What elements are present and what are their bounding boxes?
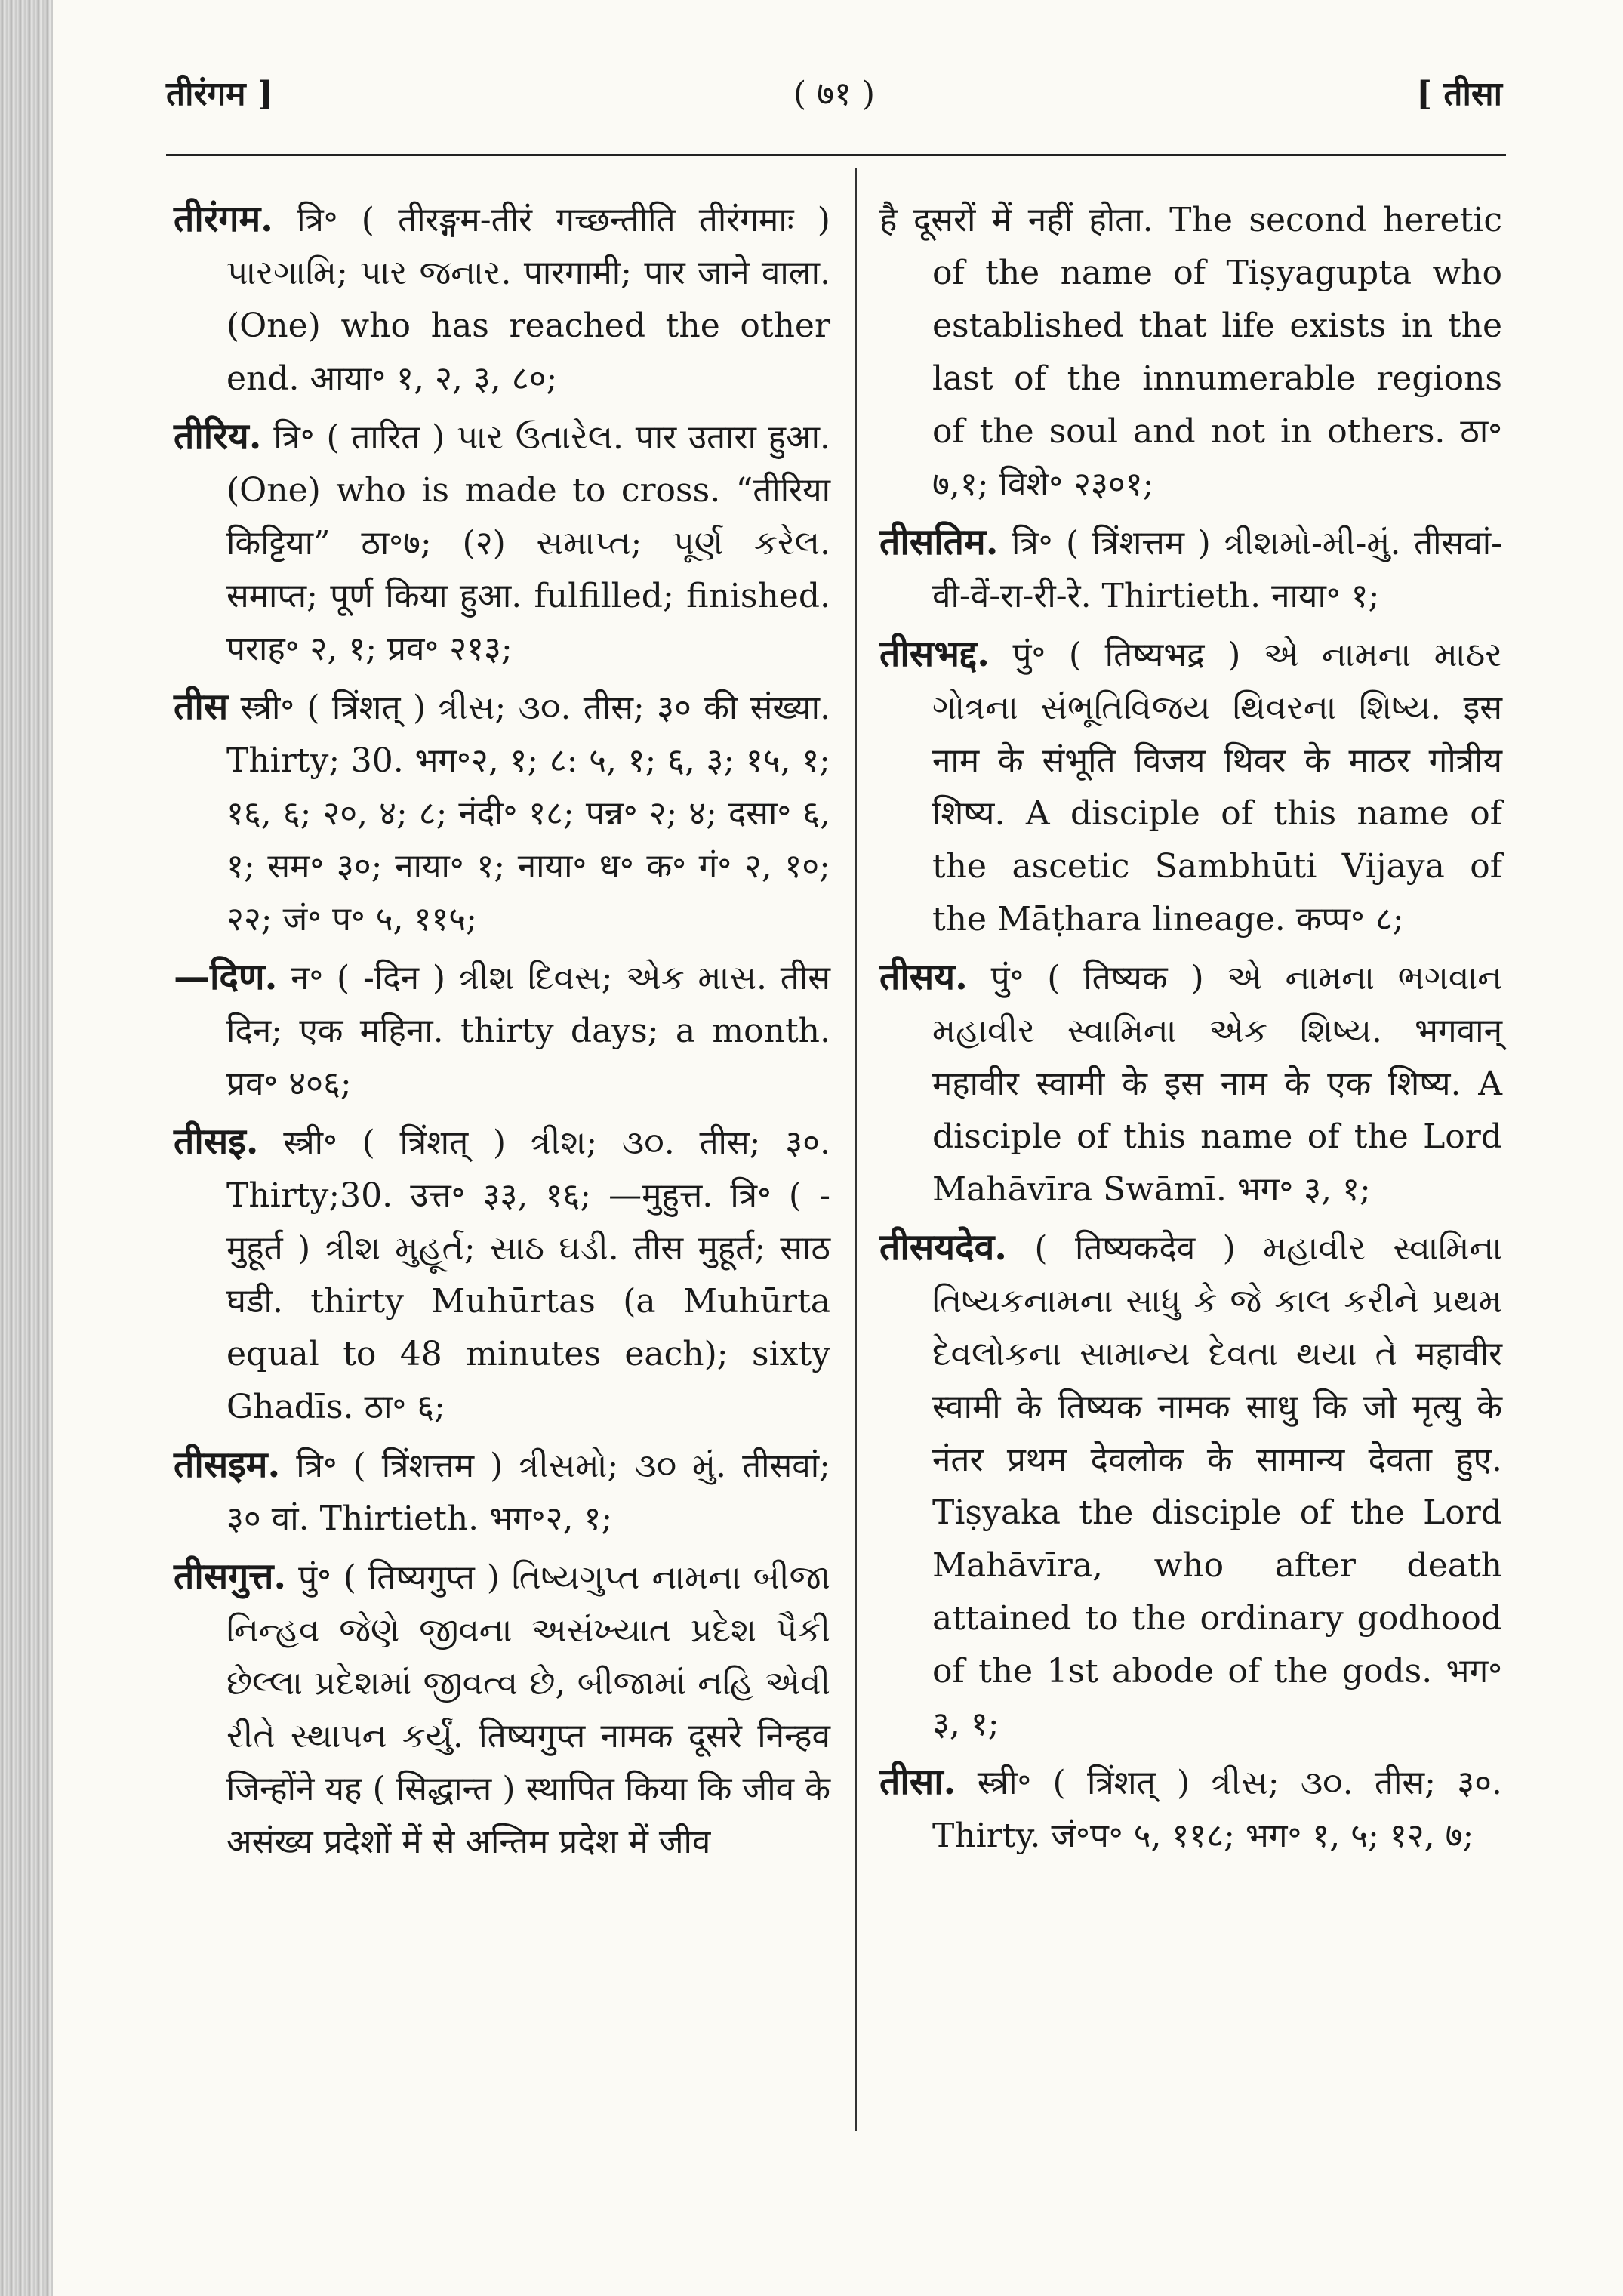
page-header — [166, 69, 1502, 122]
header-rule — [166, 154, 1506, 156]
entry-body: पुं॰ ( तिष्यगुप्त ) તિષ્યગુપ્ત નામના બીજા નિન્હવ જેણે જીવના અસંખ્યાત પ્રદેશ પૈકી છેલ્લા પ્રદેશમાં જીવત્વ છે, બીજામાં નહિ એવી રીતે સ્થાપન કર્યું. तिष्यगुप्त नामक दूसरे निन्हव जिन्होंने यह ( सिद्धान्त ) स्थापित किया कि जीव के असंख्य प्रदेशों में से अन्तिम प्रदेश में जीव — [226, 1558, 830, 1861]
entry-body: त्रि॰ ( तीरङ्गम-तीरं गच्छन्तीति तीरंगमाः ) પારગામિ; પાર જનાર. पारगामी; पार जाने वाला. (One) who has reached the other end. आया॰ १, २, ३, ८०; — [226, 201, 830, 398]
dictionary-entry-continued — [879, 193, 1502, 511]
dictionary-entry — [174, 951, 830, 1111]
dictionary-entry — [174, 193, 830, 405]
entry-headword: तीस — [174, 686, 229, 728]
entry-headword: तीरंगम. — [174, 198, 273, 240]
dictionary-entry — [879, 951, 1502, 1216]
entry-body: त्रि॰ ( त्रिंशत्तम ) ત્રીસમો; ૩૦ મું. तीसवां; ३० वां. Thirtieth. भग॰२, १; — [226, 1447, 830, 1538]
dictionary-entry — [879, 516, 1502, 623]
dictionary-entry — [879, 627, 1502, 946]
entry-body: स्त्री॰ ( त्रिंशत् ) ત્રીસ; ૩૦. तीस; ३० की संख्या. Thirty; 30. भग॰२, १; ८: ५, १; ६, ३; १५, १; १६, ६; २०, ४; ८; नंदी॰ १८; पन्न॰ २; ४; दसा॰ ६, १; सम॰ ३०; नाया॰ १; नाया॰ ध॰ क॰ गं॰ २, १०; २२; जं॰ प॰ ५, ११५; — [226, 689, 830, 938]
entry-headword: तीसभद्द. — [879, 633, 990, 675]
dictionary-entry — [174, 410, 830, 676]
entry-headword: तीसइ. — [174, 1120, 259, 1163]
entry-body: ( तिष्यकदेव ) મહાવીર સ્વામિના તિષ્યકનામના સાધુ કે જે કાલ કરીને પ્રથમ દેવલોકના સામાન્ય દેવતા થયા તે महावीर स्वामी के तिष्यक नामक साधु कि जो मृत्यु के नंतर प्रथम देवलोक के सामान्य देवता हुए. Tiṣyaka the disciple of the Lord Mahāvīra, who after death attained to the ordinary godhood of the 1st abode of the gods. भग॰ ३, १; — [932, 1229, 1502, 1743]
entry-headword: तीसय. — [879, 956, 968, 998]
page-binding-edge — [0, 0, 53, 2296]
entry-headword: तीसतिम. — [879, 521, 999, 563]
entry-headword: तीसइम. — [174, 1444, 281, 1486]
dictionary-entry — [174, 680, 830, 946]
entry-body: पुं॰ ( तिष्यक ) એ નામના ભગવાન મહાવીર સ્વામિના એક શિષ્ય. भगवान् महावीर स्वामी के इस नाम के एक शिष्य. A disciple of this name of the Lord Mahāvīra Swāmī. भग॰ ३, १; — [932, 959, 1502, 1209]
entry-body: स्त्री॰ ( त्रिंशत् ) ત્રીસ; ૩૦. तीस; ३०. Thirty. जं॰प॰ ५, ११८; भग॰ १, ५; १२, ७; — [932, 1764, 1502, 1855]
page-number: ( ७१ ) — [793, 75, 876, 113]
dictionary-entry — [879, 1755, 1502, 1863]
header-first-word: तीरंगम ] — [166, 75, 273, 113]
dictionary-entry — [174, 1550, 830, 1869]
entry-headword: तीसयदेव. — [879, 1226, 1007, 1268]
entry-body: पुं॰ ( तिष्यभद्र ) એ નામના માઠર ગોત્રના સંભૂતિવિજય થિવરના શિષ્ય. इस नाम के संभूति विजय थिवर के माठर गोत्रीय शिष्य. A disciple of this name of the ascetic Sambhūti Vijaya of the Māṭhara lineage. कप्प॰ ८; — [932, 636, 1502, 938]
column-divider — [855, 168, 857, 2131]
entry-body: न॰ ( -दिन ) ત્રીશ દિવસ; એક માસ. तीस दिन; एक महिना. thirty days; a month. प्रव॰ ४०६; — [226, 959, 830, 1103]
header-last-word: [ तीसा — [1416, 75, 1502, 113]
dictionary-entry — [879, 1221, 1502, 1751]
right-column — [879, 193, 1502, 1867]
dictionary-entry — [174, 1438, 830, 1546]
entry-body: त्रि॰ ( त्रिंशत्तम ) ત્રીશમો-મી-મું. तीसवां-वी-वें-रा-री-रे. Thirtieth. नाया॰ १; — [932, 524, 1502, 615]
entry-body: स्त्री॰ ( त्रिंशत् ) ત્રીશ; ૩૦. तीस; ३०. Thirty;30. उत्त॰ ३३, १६; —मुहुत्त. त्रि॰ ( -मुहूर्त ) ત્રીશ મુહૂર્ત; સાઠ ઘડી. तीस मुहूर्त; साठ घडी. thirty Muhūrtas (a Muhūrta equal to 48 minutes each); sixty Ghadīs. ठा॰ ६; — [226, 1123, 830, 1426]
entry-headword: तीसगुत्त. — [174, 1555, 287, 1598]
dictionary-entry — [174, 1115, 830, 1434]
entry-body: है दूसरों में नहीं होता. The second heretic of the name of Tiṣyagupta who established that life exists in the last of the innumerable regions of the soul and not in others. ठा॰ ७,१; विशे॰ २३०१; — [879, 201, 1502, 504]
entry-headword: —दिण. — [174, 956, 278, 998]
left-column — [174, 193, 830, 1873]
entry-headword: तीरिय. — [174, 415, 262, 458]
entry-headword: तीसा. — [879, 1761, 956, 1803]
entry-body: त्रि॰ ( तारित ) પાર ઉતારેલ. पार उतारा हुआ. (One) who is made to cross. “तीरिया किट्टिया” ठा॰७; (२) સમાપ્ત; પૂર્ણ કરેલ. समाप्त; पूर्ण किया हुआ. fulfilled; finished. पराह॰ २, १; प्रव॰ २१३; — [226, 418, 830, 668]
